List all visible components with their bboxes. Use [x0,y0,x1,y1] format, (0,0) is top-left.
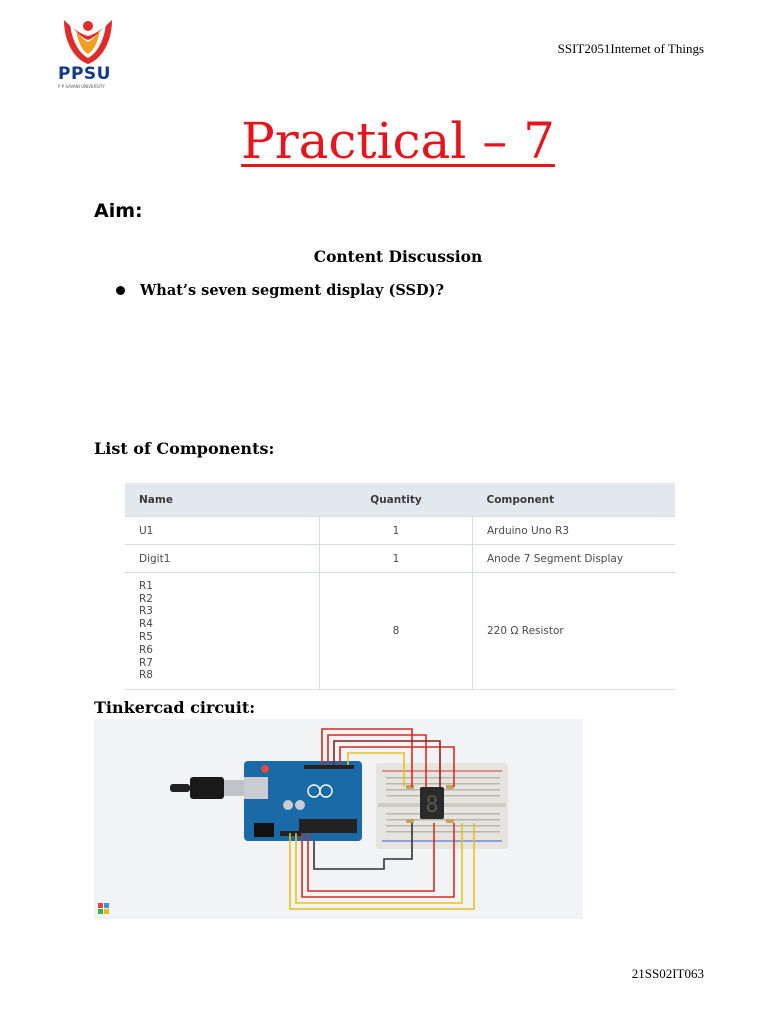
resistor-name: R7 [139,656,153,669]
seven-segment-display-icon [420,787,444,819]
resistor-name: R1 [139,579,153,592]
arduino-board-icon [244,761,362,841]
tinkercad-circuit-image [94,719,583,919]
logo-subtext: P P SAVANI UNIVERSITY [58,84,105,89]
table-row [125,545,675,573]
resistor-name: R3 [139,605,153,618]
page-title: Practical – 7 [241,112,555,170]
tinkercad-logo-icon [98,903,109,914]
resistor-name: R4 [139,618,153,631]
resistor-name: R8 [139,669,153,682]
cell-quantity: 1 [320,545,473,573]
components-heading: List of Components: [94,439,275,458]
aim-label: Aim: [94,200,143,222]
content-discussion-heading: Content Discussion [313,247,483,266]
column-header-name: Name [125,483,320,517]
table-header-row [125,483,675,517]
cell-quantity: 8 [320,573,473,690]
column-header-component: Component [473,483,676,517]
circuit-heading: Tinkercad circuit: [94,698,256,717]
table-row [125,517,675,545]
bullet-item: What’s seven segment display (SSD)? [140,282,444,299]
svg-text:8: 8 [425,793,439,818]
cell-quantity: 1 [320,517,473,545]
cell-component: Arduino Uno R3 [473,517,676,545]
student-id: 21SS02IT063 [631,966,704,981]
resistor-name: R6 [139,643,153,656]
components-table-image [121,477,675,697]
resistor-name: R2 [139,592,153,605]
course-header: SSIT2051Internet of Things [557,41,704,56]
resistor-name: R5 [139,631,153,643]
cell-component: Anode 7 Segment Display [473,545,676,573]
cell-name: Digit1 [125,545,320,573]
cell-name: U1 [125,517,320,545]
usb-cable-icon [170,777,244,799]
bullet-icon [116,286,125,295]
column-header-quantity: Quantity [320,483,473,517]
table-row [125,573,675,690]
logo-text: PPSU [58,64,111,84]
ppsu-emblem-icon [56,14,120,66]
cell-component: 220 Ω Resistor [473,573,676,690]
cell-name-list [125,573,320,690]
components-table [125,483,675,690]
